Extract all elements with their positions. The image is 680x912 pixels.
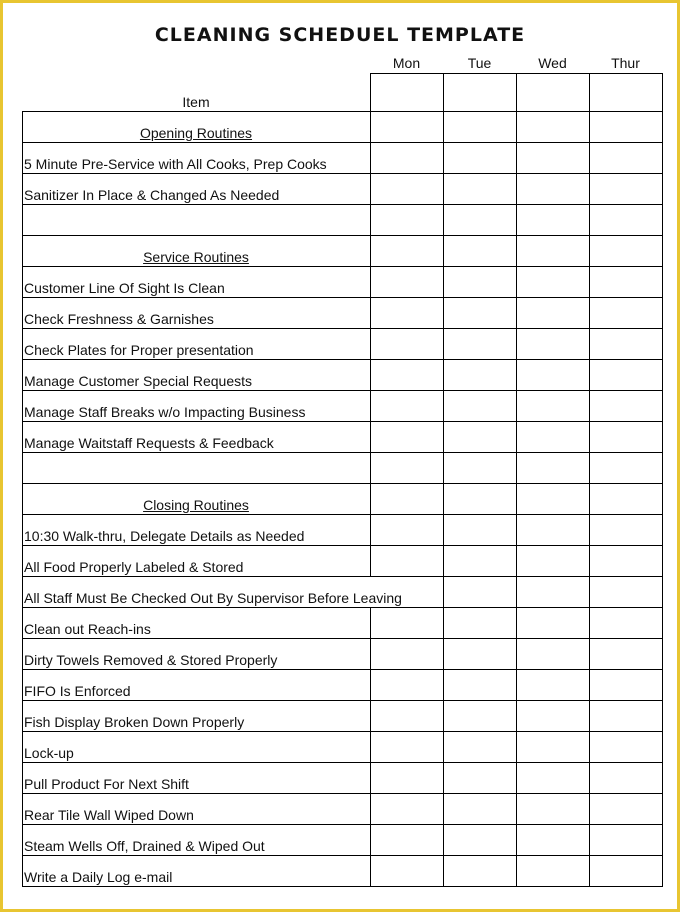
day-column-border	[516, 638, 517, 670]
day-column-border	[443, 421, 444, 453]
day-column-border	[516, 328, 517, 360]
row-divider	[22, 452, 663, 453]
task-item: Check Plates for Proper presentation	[24, 342, 254, 358]
day-column-border	[516, 855, 517, 887]
day-column-border	[516, 266, 517, 298]
day-column-border	[662, 111, 663, 143]
day-column-border	[589, 762, 590, 794]
row-divider	[22, 762, 663, 763]
day-column-border	[662, 514, 663, 546]
day-header-tue: Tue	[467, 55, 492, 71]
day-column-border	[370, 235, 371, 267]
day-column-border	[589, 73, 590, 111]
day-column-border	[370, 762, 371, 794]
item-column-header: Item	[182, 94, 210, 110]
day-column-border	[370, 421, 371, 453]
row-divider	[22, 266, 663, 267]
day-column-border	[443, 452, 444, 484]
day-column-border	[516, 607, 517, 639]
day-column-border	[370, 73, 371, 111]
day-column-border	[662, 421, 663, 453]
section-heading: Service Routines	[143, 249, 249, 265]
day-column-border	[443, 328, 444, 360]
day-column-border	[589, 793, 590, 825]
day-column-border	[589, 700, 590, 732]
day-header-wed: Wed	[538, 55, 567, 71]
row-divider	[22, 390, 663, 391]
day-column-border	[516, 359, 517, 391]
day-column-border	[443, 297, 444, 329]
row-divider	[22, 142, 663, 143]
day-column-border	[589, 576, 590, 608]
day-column-border	[370, 638, 371, 670]
day-column-border	[443, 576, 444, 608]
day-column-border	[370, 607, 371, 639]
day-column-border	[370, 359, 371, 391]
day-column-border	[443, 607, 444, 639]
task-item: Customer Line Of Sight Is Clean	[24, 280, 225, 296]
task-item: Check Freshness & Garnishes	[24, 311, 214, 327]
day-column-border	[370, 700, 371, 732]
row-divider	[22, 607, 663, 608]
day-column-border	[370, 545, 371, 577]
row-divider	[22, 700, 663, 701]
row-divider	[22, 793, 663, 794]
task-item: Pull Product For Next Shift	[24, 776, 189, 792]
day-column-border	[662, 607, 663, 639]
day-column-border	[662, 390, 663, 422]
day-column-border	[516, 483, 517, 515]
day-column-border	[589, 359, 590, 391]
day-column-border	[443, 235, 444, 267]
row-divider	[22, 514, 663, 515]
day-column-border	[662, 669, 663, 701]
day-column-border	[370, 266, 371, 298]
day-column-border	[662, 545, 663, 577]
day-column-border	[662, 731, 663, 763]
row-divider	[22, 204, 663, 205]
row-divider	[22, 328, 663, 329]
day-column-border	[516, 297, 517, 329]
row-divider	[22, 545, 663, 546]
day-column-border	[589, 607, 590, 639]
row-divider	[22, 421, 663, 422]
day-column-border	[589, 452, 590, 484]
day-column-border	[589, 390, 590, 422]
day-column-border	[443, 73, 444, 111]
day-column-border	[443, 545, 444, 577]
day-column-border	[662, 328, 663, 360]
day-column-border	[589, 204, 590, 236]
day-column-border	[516, 514, 517, 546]
day-column-border	[370, 483, 371, 515]
task-item: Lock-up	[24, 745, 74, 761]
row-divider	[22, 235, 663, 236]
day-column-border	[516, 421, 517, 453]
day-column-border	[516, 576, 517, 608]
row-divider	[22, 855, 663, 856]
section-heading: Closing Routines	[143, 497, 249, 513]
task-item: Manage Waitstaff Requests & Feedback	[24, 435, 274, 451]
day-column-border	[516, 700, 517, 732]
day-column-border	[589, 235, 590, 267]
day-column-border	[370, 142, 371, 174]
day-column-border	[516, 793, 517, 825]
page-title: CLEANING SCHEDUEL TEMPLATE	[154, 24, 526, 46]
row-divider	[22, 359, 663, 360]
day-column-border	[662, 266, 663, 298]
day-column-border	[662, 73, 663, 111]
task-item: Manage Staff Breaks w/o Impacting Business	[24, 404, 306, 420]
day-column-border	[662, 204, 663, 236]
day-column-border	[443, 700, 444, 732]
day-column-border	[516, 669, 517, 701]
day-column-border	[370, 855, 371, 887]
day-column-border	[370, 390, 371, 422]
day-column-border	[662, 855, 663, 887]
row-divider	[22, 576, 663, 577]
day-column-border	[370, 514, 371, 546]
day-column-border	[662, 297, 663, 329]
day-column-border	[516, 142, 517, 174]
day-column-border	[516, 452, 517, 484]
day-column-border	[662, 762, 663, 794]
day-column-border	[443, 514, 444, 546]
row-divider	[22, 173, 663, 174]
day-column-border	[516, 545, 517, 577]
day-column-border	[589, 855, 590, 887]
day-column-border	[443, 204, 444, 236]
day-column-border	[589, 421, 590, 453]
day-column-border	[662, 576, 663, 608]
day-column-border	[443, 731, 444, 763]
day-column-border	[370, 111, 371, 143]
row-divider	[22, 111, 663, 112]
day-column-border	[662, 638, 663, 670]
task-item: Steam Wells Off, Drained & Wiped Out	[24, 838, 265, 854]
day-column-border	[589, 142, 590, 174]
task-item: Rear Tile Wall Wiped Down	[24, 807, 194, 823]
day-column-border	[589, 173, 590, 205]
task-item: Dirty Towels Removed & Stored Properly	[24, 652, 278, 668]
day-column-border	[443, 266, 444, 298]
day-column-border	[662, 235, 663, 267]
day-column-border	[370, 731, 371, 763]
day-column-border	[589, 514, 590, 546]
section-heading: Opening Routines	[139, 125, 253, 141]
day-column-border	[443, 483, 444, 515]
day-column-border	[443, 390, 444, 422]
day-column-border	[516, 762, 517, 794]
day-header-thur: Thur	[611, 55, 640, 71]
row-divider	[22, 824, 663, 825]
day-column-border	[443, 824, 444, 856]
day-column-border	[662, 824, 663, 856]
row-divider	[22, 886, 663, 887]
day-column-border	[662, 142, 663, 174]
task-item: All Food Properly Labeled & Stored	[24, 559, 244, 575]
day-column-border	[589, 824, 590, 856]
day-column-border	[589, 297, 590, 329]
day-column-border	[516, 235, 517, 267]
day-column-border	[443, 793, 444, 825]
day-column-border	[443, 855, 444, 887]
day-column-border	[589, 111, 590, 143]
day-column-border	[443, 359, 444, 391]
day-column-border	[662, 793, 663, 825]
task-item: Fish Display Broken Down Properly	[24, 714, 245, 730]
day-column-border	[589, 483, 590, 515]
day-column-border	[370, 173, 371, 205]
day-column-border	[443, 669, 444, 701]
day-column-border	[589, 266, 590, 298]
day-column-border	[662, 173, 663, 205]
day-column-border	[589, 638, 590, 670]
task-item: Clean out Reach-ins	[24, 621, 151, 637]
day-column-border	[443, 173, 444, 205]
day-column-border	[516, 824, 517, 856]
task-item: 5 Minute Pre-Service with All Cooks, Prep Cooks	[24, 156, 327, 172]
day-column-border	[370, 328, 371, 360]
day-column-border	[370, 793, 371, 825]
day-column-border	[443, 762, 444, 794]
day-column-border	[516, 204, 517, 236]
day-column-border	[662, 483, 663, 515]
day-column-border	[662, 700, 663, 732]
day-column-border	[589, 731, 590, 763]
day-column-border	[443, 111, 444, 143]
day-column-border	[370, 824, 371, 856]
row-divider	[22, 297, 663, 298]
task-item: Sanitizer In Place & Changed As Needed	[24, 187, 280, 203]
day-column-border	[516, 111, 517, 143]
day-column-border	[443, 142, 444, 174]
day-column-border	[370, 452, 371, 484]
task-item: FIFO Is Enforced	[24, 683, 131, 699]
day-column-border	[370, 669, 371, 701]
day-header-mon: Mon	[392, 55, 421, 71]
task-item: 10:30 Walk-thru, Delegate Details as Needed	[24, 528, 305, 544]
day-column-border	[589, 545, 590, 577]
row-divider	[22, 669, 663, 670]
day-column-border	[370, 204, 371, 236]
row-divider	[22, 731, 663, 732]
task-item: Write a Daily Log e-mail	[24, 869, 173, 885]
row-divider	[22, 638, 663, 639]
day-column-border	[370, 297, 371, 329]
day-column-border	[516, 390, 517, 422]
day-column-border	[516, 731, 517, 763]
task-item: Manage Customer Special Requests	[24, 373, 253, 389]
task-item: All Staff Must Be Checked Out By Supervisor Before Leaving	[24, 590, 402, 606]
day-column-border	[516, 73, 517, 111]
day-column-border	[589, 328, 590, 360]
row-divider	[22, 483, 663, 484]
day-column-border	[662, 359, 663, 391]
day-column-border	[516, 173, 517, 205]
day-column-border	[589, 669, 590, 701]
day-column-border	[443, 638, 444, 670]
day-column-border	[662, 452, 663, 484]
